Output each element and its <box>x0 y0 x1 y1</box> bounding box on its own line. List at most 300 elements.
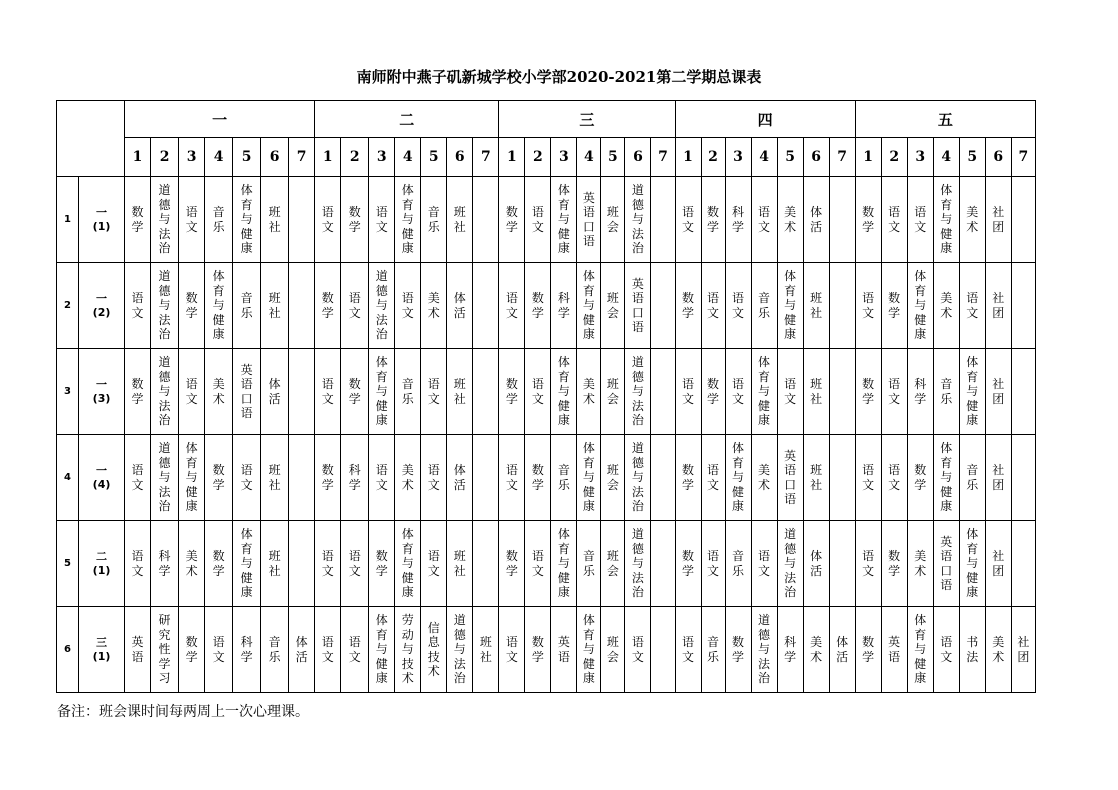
subject-cell <box>179 177 205 263</box>
subject-cell <box>751 521 777 607</box>
subject-text: 语文 <box>631 635 644 664</box>
subject-cell <box>751 435 777 521</box>
subject-cell <box>577 607 601 693</box>
subject-text: 研究性学习 <box>158 613 171 686</box>
period-header: 3 <box>369 138 395 177</box>
subject-cell <box>985 177 1011 263</box>
subject-text: 语文 <box>131 549 144 578</box>
period-header: 7 <box>651 138 675 177</box>
subject-text: 语文 <box>707 463 720 492</box>
subject-text: 数学 <box>131 377 144 406</box>
period-header: 5 <box>777 138 803 177</box>
subject-cell <box>125 521 151 607</box>
subject-cell <box>777 349 803 435</box>
period-header: 5 <box>421 138 447 177</box>
day-header: 一 <box>125 101 315 138</box>
period-header: 4 <box>577 138 601 177</box>
subject-text: 班会 <box>606 463 619 492</box>
subject-text: 体育与健康 <box>240 183 253 256</box>
subject-cell <box>233 435 261 521</box>
subject-text: 体育与健康 <box>914 613 927 686</box>
subject-cell <box>701 177 725 263</box>
subject-cell <box>651 177 675 263</box>
subject-text: 语文 <box>240 463 253 492</box>
subject-cell <box>855 607 881 693</box>
period-header: 6 <box>985 138 1011 177</box>
class-name <box>79 349 125 435</box>
table-row <box>57 435 1036 521</box>
class-section: (1) <box>92 563 111 577</box>
subject-text: 数学 <box>185 635 198 664</box>
class-section: (3) <box>92 391 111 405</box>
subject-text: 数学 <box>682 463 695 492</box>
subject-text: 社团 <box>1017 635 1030 664</box>
period-header: 4 <box>751 138 777 177</box>
subject-cell <box>907 435 933 521</box>
subject-text: 体育与健康 <box>401 183 414 256</box>
subject-cell <box>1011 607 1035 693</box>
subject-cell <box>959 349 985 435</box>
subject-text: 美术 <box>185 549 198 578</box>
subject-text: 语文 <box>321 635 334 664</box>
subject-text: 数学 <box>212 463 225 492</box>
subject-text: 数学 <box>212 549 225 578</box>
subject-text: 美术 <box>940 291 953 320</box>
subject-text: 社团 <box>992 463 1005 492</box>
subject-cell <box>651 349 675 435</box>
subject-cell <box>369 263 395 349</box>
subject-text: 音乐 <box>582 549 595 578</box>
period-header: 5 <box>601 138 625 177</box>
period-header: 5 <box>959 138 985 177</box>
subject-cell <box>551 607 577 693</box>
subject-cell <box>701 435 725 521</box>
period-header: 3 <box>179 138 205 177</box>
subject-text: 数学 <box>375 549 388 578</box>
subject-cell <box>675 263 701 349</box>
subject-text: 语文 <box>212 635 225 664</box>
subject-cell <box>881 435 907 521</box>
subject-text: 音乐 <box>212 205 225 234</box>
subject-cell <box>675 607 701 693</box>
subject-cell <box>447 349 473 435</box>
subject-text: 数学 <box>505 205 518 234</box>
subject-text: 班社 <box>453 205 466 234</box>
subject-cell <box>551 349 577 435</box>
subject-cell <box>315 435 341 521</box>
subject-text: 语文 <box>707 549 720 578</box>
subject-text: 音乐 <box>758 291 771 320</box>
period-header: 2 <box>151 138 179 177</box>
subject-text: 语文 <box>321 205 334 234</box>
page-title: 南师附中燕子矶新城学校小学部2020-2021第二学期总课表 <box>356 68 762 86</box>
subject-text: 社团 <box>992 377 1005 406</box>
subject-text: 道德与法治 <box>158 183 171 256</box>
subject-text: 美术 <box>427 291 440 320</box>
subject-text: 班社 <box>453 377 466 406</box>
subject-cell <box>829 435 855 521</box>
subject-cell <box>233 349 261 435</box>
subject-text: 道德与法治 <box>631 527 644 600</box>
subject-cell <box>829 177 855 263</box>
period-header: 3 <box>551 138 577 177</box>
subject-text: 语文 <box>131 463 144 492</box>
subject-text: 数学 <box>505 377 518 406</box>
period-header: 4 <box>395 138 421 177</box>
subject-cell <box>151 349 179 435</box>
subject-text: 英语 <box>557 635 570 664</box>
subject-cell <box>625 521 651 607</box>
header-corner <box>57 101 125 177</box>
subject-cell <box>179 349 205 435</box>
subject-cell <box>625 607 651 693</box>
subject-cell <box>447 177 473 263</box>
class-name <box>79 435 125 521</box>
subject-text: 数学 <box>732 635 745 664</box>
subject-cell <box>315 607 341 693</box>
subject-text: 体育与健康 <box>732 441 745 514</box>
period-header: 1 <box>499 138 525 177</box>
subject-cell <box>601 349 625 435</box>
subject-cell <box>233 521 261 607</box>
subject-text: 体活 <box>453 291 466 320</box>
subject-text: 语文 <box>427 463 440 492</box>
subject-text: 班会 <box>606 205 619 234</box>
subject-text: 美术 <box>758 463 771 492</box>
subject-text: 音乐 <box>268 635 281 664</box>
subject-text: 音乐 <box>427 205 440 234</box>
subject-text: 科学 <box>240 635 253 664</box>
table-row <box>57 177 1036 263</box>
subject-text: 数学 <box>707 377 720 406</box>
subject-text: 科学 <box>914 377 927 406</box>
subject-cell <box>1011 435 1035 521</box>
period-header: 6 <box>803 138 829 177</box>
subject-cell <box>1011 263 1035 349</box>
subject-text: 数学 <box>321 291 334 320</box>
subject-text: 班社 <box>268 549 281 578</box>
subject-text: 班社 <box>453 549 466 578</box>
subject-cell <box>959 521 985 607</box>
subject-cell <box>985 521 1011 607</box>
subject-cell <box>1011 521 1035 607</box>
day-header: 五 <box>855 101 1035 138</box>
subject-cell <box>751 349 777 435</box>
period-header: 7 <box>289 138 315 177</box>
subject-text: 体育与健康 <box>966 355 979 428</box>
subject-text: 语文 <box>682 635 695 664</box>
subject-cell <box>907 349 933 435</box>
subject-text: 道德与法治 <box>158 441 171 514</box>
subject-text: 班会 <box>606 549 619 578</box>
subject-cell <box>369 521 395 607</box>
subject-text: 数学 <box>321 463 334 492</box>
subject-cell <box>907 263 933 349</box>
subject-cell <box>205 607 233 693</box>
subject-cell <box>601 435 625 521</box>
day-header: 四 <box>675 101 855 138</box>
subject-cell <box>881 349 907 435</box>
subject-text: 体育与健康 <box>557 355 570 428</box>
subject-cell <box>933 263 959 349</box>
row-number: 1 <box>57 177 79 263</box>
subject-cell <box>233 607 261 693</box>
subject-cell <box>421 349 447 435</box>
subject-text: 数学 <box>531 463 544 492</box>
subject-cell <box>261 263 289 349</box>
class-section: (2) <box>92 305 111 319</box>
subject-text: 语文 <box>732 377 745 406</box>
class-grade: 一 <box>96 377 108 391</box>
subject-cell <box>881 607 907 693</box>
subject-text: 语文 <box>732 291 745 320</box>
subject-text: 音乐 <box>732 549 745 578</box>
subject-text: 班社 <box>268 291 281 320</box>
subject-cell <box>881 521 907 607</box>
subject-text: 体育与健康 <box>401 527 414 600</box>
subject-cell <box>151 177 179 263</box>
subject-text: 社团 <box>992 205 1005 234</box>
subject-cell <box>179 435 205 521</box>
subject-text: 体活 <box>453 463 466 492</box>
period-header: 5 <box>233 138 261 177</box>
subject-cell <box>725 177 751 263</box>
subject-text: 体育与健康 <box>557 527 570 600</box>
subject-cell <box>829 521 855 607</box>
subject-cell <box>551 521 577 607</box>
table-row <box>57 349 1036 435</box>
subject-cell <box>803 521 829 607</box>
subject-text: 体育与健康 <box>966 527 979 600</box>
subject-cell <box>205 177 233 263</box>
subject-cell <box>855 263 881 349</box>
subject-cell <box>233 263 261 349</box>
subject-cell <box>551 177 577 263</box>
table-row <box>57 521 1036 607</box>
class-section: (1) <box>92 219 111 233</box>
subject-text: 英语口语 <box>784 448 797 506</box>
subject-text: 道德与法治 <box>158 269 171 342</box>
subject-text: 语文 <box>940 635 953 664</box>
subject-cell <box>907 521 933 607</box>
subject-text: 道德与法治 <box>453 613 466 686</box>
subject-cell <box>855 521 881 607</box>
subject-cell <box>261 607 289 693</box>
subject-cell <box>525 435 551 521</box>
subject-cell <box>829 263 855 349</box>
subject-cell <box>959 177 985 263</box>
subject-text: 班社 <box>810 291 823 320</box>
subject-cell <box>473 177 499 263</box>
subject-text: 美术 <box>992 635 1005 664</box>
subject-text: 班社 <box>268 205 281 234</box>
subject-text: 语文 <box>862 291 875 320</box>
period-header: 1 <box>675 138 701 177</box>
subject-cell <box>651 521 675 607</box>
subject-text: 数学 <box>888 549 901 578</box>
subject-cell <box>675 521 701 607</box>
subject-cell <box>395 435 421 521</box>
row-number: 6 <box>57 607 79 693</box>
class-section: (4) <box>92 477 111 491</box>
subject-text: 语文 <box>401 291 414 320</box>
subject-cell <box>395 521 421 607</box>
subject-cell <box>577 263 601 349</box>
subject-cell <box>601 607 625 693</box>
period-header: 2 <box>701 138 725 177</box>
subject-text: 音乐 <box>940 377 953 406</box>
subject-cell <box>985 435 1011 521</box>
subject-cell <box>751 263 777 349</box>
subject-cell <box>651 263 675 349</box>
subject-text: 体育与健康 <box>784 269 797 342</box>
period-header: 7 <box>473 138 499 177</box>
subject-cell <box>151 607 179 693</box>
subject-text: 语文 <box>427 549 440 578</box>
class-name <box>79 177 125 263</box>
subject-cell <box>959 263 985 349</box>
subject-text: 体育与健康 <box>557 183 570 256</box>
subject-text: 数学 <box>914 463 927 492</box>
subject-text: 班会 <box>606 635 619 664</box>
subject-text: 美术 <box>810 635 823 664</box>
subject-cell <box>289 177 315 263</box>
period-header: 6 <box>261 138 289 177</box>
subject-cell <box>179 263 205 349</box>
subject-text: 英语口语 <box>940 534 953 592</box>
subject-text: 数学 <box>682 291 695 320</box>
subject-cell <box>151 435 179 521</box>
subject-cell <box>525 349 551 435</box>
subject-text: 数学 <box>348 377 361 406</box>
subject-cell <box>421 607 447 693</box>
subject-cell <box>651 435 675 521</box>
subject-text: 音乐 <box>707 635 720 664</box>
subject-text: 班社 <box>810 463 823 492</box>
subject-cell <box>881 263 907 349</box>
day-header: 二 <box>315 101 499 138</box>
subject-cell <box>829 349 855 435</box>
subject-cell <box>289 435 315 521</box>
subject-text: 数学 <box>348 205 361 234</box>
subject-text: 道德与法治 <box>158 355 171 428</box>
subject-cell <box>933 521 959 607</box>
subject-cell <box>473 435 499 521</box>
subject-cell <box>125 349 151 435</box>
subject-text: 英语 <box>888 635 901 664</box>
subject-text: 语文 <box>348 635 361 664</box>
subject-text: 书法 <box>966 635 979 664</box>
subject-cell <box>261 521 289 607</box>
subject-cell <box>601 521 625 607</box>
subject-cell <box>803 349 829 435</box>
subject-text: 体育与健康 <box>914 269 927 342</box>
subject-cell <box>315 349 341 435</box>
subject-text: 体活 <box>810 205 823 234</box>
day-header: 三 <box>499 101 675 138</box>
subject-cell <box>341 521 369 607</box>
subject-text: 班社 <box>810 377 823 406</box>
subject-text: 道德与法治 <box>375 269 388 342</box>
subject-text: 数学 <box>185 291 198 320</box>
subject-cell <box>777 435 803 521</box>
subject-cell <box>447 435 473 521</box>
subject-text: 道德与法治 <box>784 527 797 600</box>
subject-cell <box>855 435 881 521</box>
subject-cell <box>395 177 421 263</box>
subject-text: 音乐 <box>240 291 253 320</box>
subject-text: 美术 <box>914 549 927 578</box>
class-name <box>79 263 125 349</box>
class-name <box>79 607 125 693</box>
subject-text: 体育与健康 <box>940 441 953 514</box>
subject-cell <box>907 607 933 693</box>
subject-cell <box>777 607 803 693</box>
subject-text: 语文 <box>888 463 901 492</box>
subject-text: 美术 <box>966 205 979 234</box>
subject-cell <box>289 263 315 349</box>
subject-cell <box>751 177 777 263</box>
period-header: 7 <box>829 138 855 177</box>
subject-cell <box>369 607 395 693</box>
subject-text: 语文 <box>505 463 518 492</box>
subject-cell <box>651 607 675 693</box>
subject-cell <box>447 521 473 607</box>
subject-text: 音乐 <box>557 463 570 492</box>
subject-text: 语文 <box>784 377 797 406</box>
subject-text: 体育与健康 <box>940 183 953 256</box>
subject-cell <box>577 521 601 607</box>
subject-cell <box>933 435 959 521</box>
subject-cell <box>395 349 421 435</box>
class-section: (1) <box>92 649 111 663</box>
subject-text: 语文 <box>505 635 518 664</box>
row-number: 2 <box>57 263 79 349</box>
subject-cell <box>289 349 315 435</box>
subject-cell <box>421 177 447 263</box>
subject-cell <box>777 263 803 349</box>
class-grade: 一 <box>96 291 108 305</box>
subject-cell <box>675 349 701 435</box>
subject-cell <box>315 263 341 349</box>
subject-text: 语文 <box>707 291 720 320</box>
class-grade: 二 <box>96 549 108 563</box>
table-row <box>57 607 1036 693</box>
period-header: 3 <box>725 138 751 177</box>
subject-text: 语文 <box>862 463 875 492</box>
subject-text: 班社 <box>268 463 281 492</box>
subject-cell <box>601 263 625 349</box>
subject-text: 语文 <box>375 463 388 492</box>
subject-cell <box>525 607 551 693</box>
subject-cell <box>233 177 261 263</box>
subject-cell <box>473 607 499 693</box>
subject-cell <box>499 349 525 435</box>
subject-cell <box>551 435 577 521</box>
subject-text: 英语口语 <box>240 362 253 420</box>
subject-cell <box>933 607 959 693</box>
subject-cell <box>341 177 369 263</box>
footnote: 备注：班会课时间每两周上一次心理课。 <box>57 704 309 720</box>
subject-cell <box>577 349 601 435</box>
subject-text: 音乐 <box>966 463 979 492</box>
subject-cell <box>341 349 369 435</box>
period-header: 1 <box>315 138 341 177</box>
subject-text: 体育与健康 <box>582 441 595 514</box>
subject-text: 体育与健康 <box>240 527 253 600</box>
subject-text: 语文 <box>966 291 979 320</box>
row-number: 5 <box>57 521 79 607</box>
